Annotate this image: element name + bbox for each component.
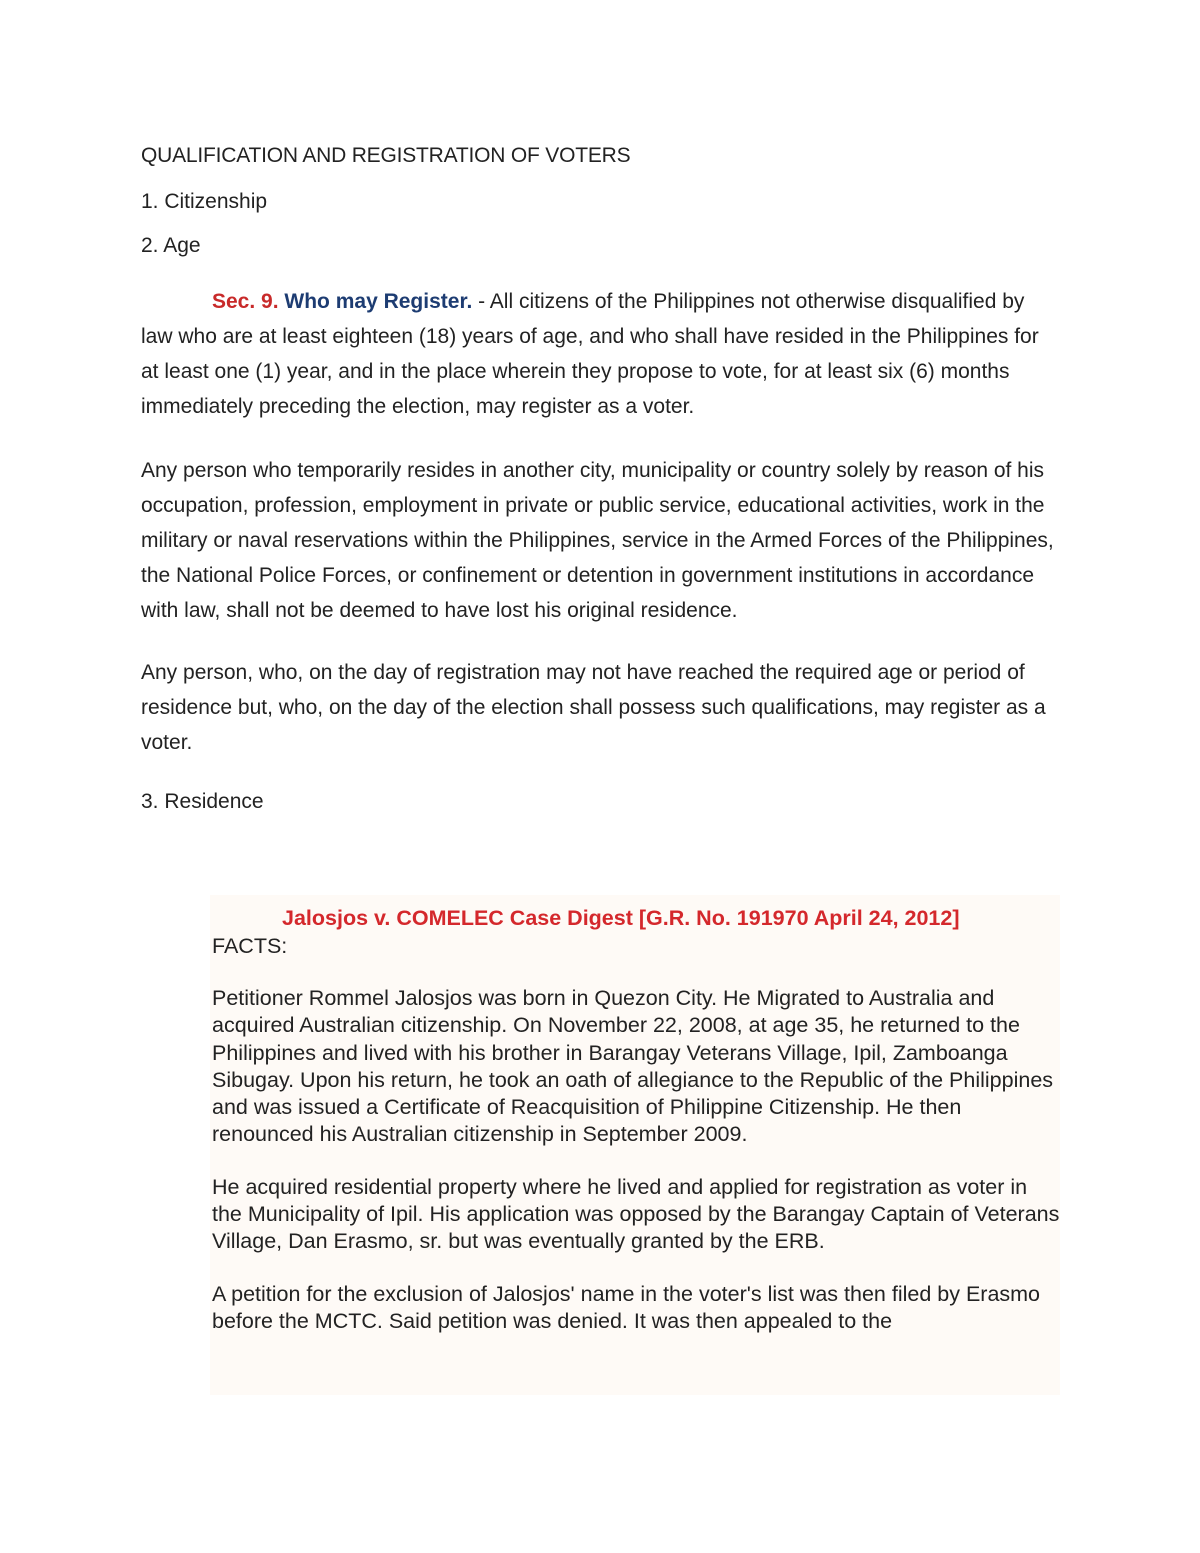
section-9-paragraph [141,284,1061,424]
page-title: QUALIFICATION AND REGISTRATION OF VOTERS [141,144,631,167]
case-digest-box [210,895,1060,1395]
paragraph-temporary-residence: Any person who temporarily resides in another city, municipality or country solely by reason of his occupation, profession, employment in private or public service, educational activities, work in the military or naval reservations within the Philippines, service in the Armed Forces of the Philippines, the National Police Forces, or confinement or detention in government institutions in accordance with law, shall not be deemed to have lost his original residence. [141,459,1054,622]
document-body [141,141,1061,817]
list-item-citizenship: 1. Citizenship [141,190,268,213]
case-paragraph: A petition for the exclusion of Jalosjos' name in the voter's list was then filed by Erasmo before the MCTC. Said petition was denied. It was then appealed to the [212,1281,1041,1333]
section-number: Sec. 9. [212,290,279,313]
case-title: Jalosjos v. COMELEC Case Digest [G.R. No. 191970 April 24, 2012] [282,906,960,930]
case-paragraph: Petitioner Rommel Jalosjos was born in Quezon City. He Migrated to Australia and acquired Australian citizenship. On November 22, 2008, at age 35, he returned to the Philippines and lived with his brother in Barangay Veterans Village, Ipil, Zamboanga Sibugay. Upon his return, he took an oath of allegiance to the Republic of the Philippines and was issued a Certificate of Reacquisition of Philippine Citizenship. He then renounced his Australian citizenship in September 2009. [212,986,1054,1147]
facts-label: FACTS: [212,934,288,958]
case-paragraph: He acquired residential property where he lived and applied for registration as voter in the Municipality of Ipil. His application was opposed by the Barangay Captain of Veterans Village, Dan Erasmo, sr. but was eventually granted by the ERB. [212,1174,1060,1254]
case-digest-content [212,903,1062,1335]
list-item-residence: 3. Residence [141,790,264,813]
section-title: Who may Register. [284,290,473,313]
section-body: - All citizens of the Philippines not otherwise disqualified by law who are at least eighteen (18) years of age, and who shall have resided in the Philippines for at least one (1) year, and in the place wherein they propose to vote, for at least six (6) months immediately preceding the election, may register as a voter. [141,290,1039,418]
paragraph-registration-age: Any person, who, on the day of registration may not have reached the required age or period of residence but, who, on the day of the election shall possess such qualifications, may register as a voter. [141,661,1046,754]
list-item-age: 2. Age [141,234,201,257]
